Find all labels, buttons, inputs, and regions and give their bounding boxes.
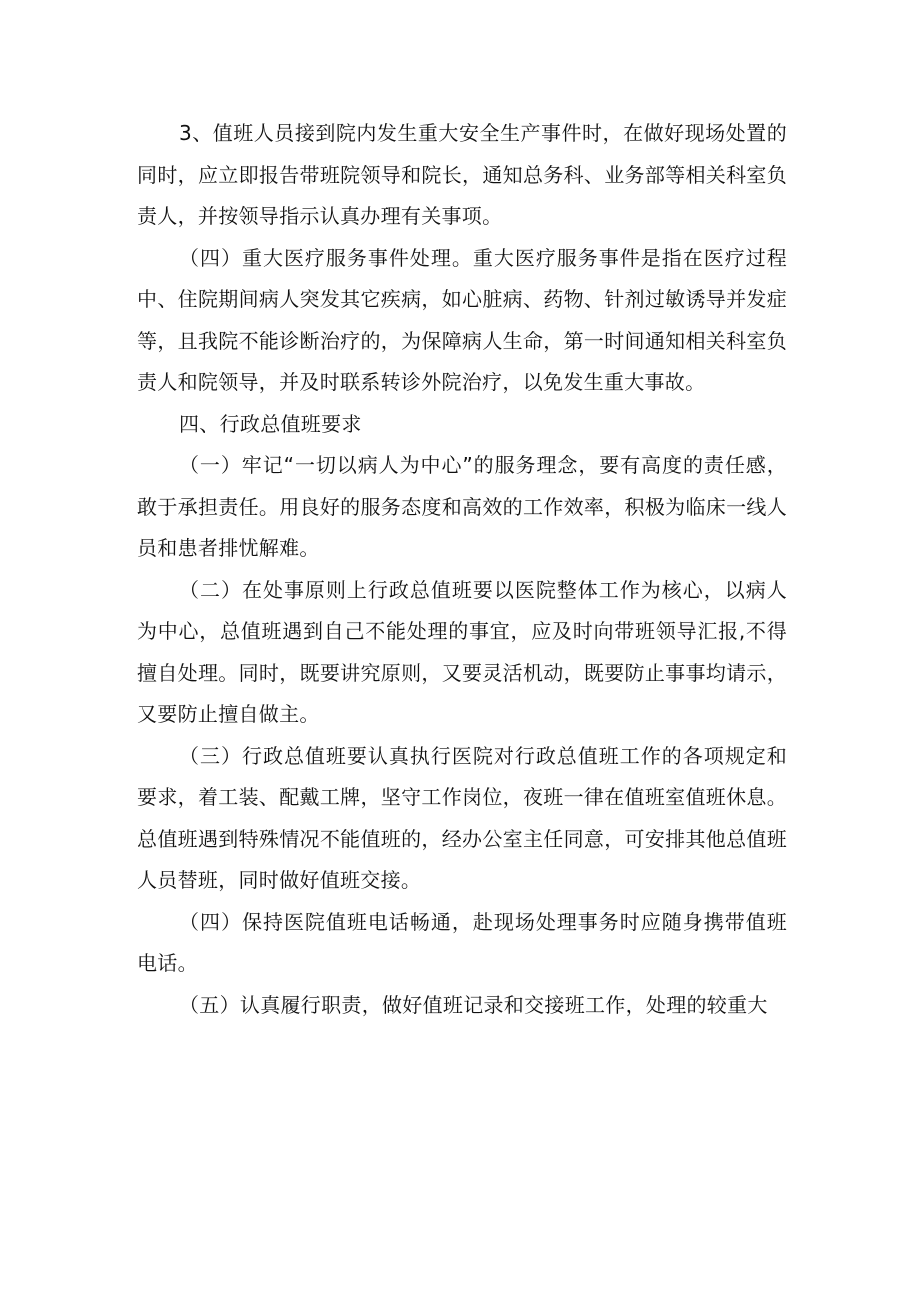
document-body bbox=[137, 113, 787, 1026]
section-heading-duty-requirements: 四、行政总值班要求 bbox=[179, 411, 362, 436]
paragraph-requirement-5: （五）认真履行职责，做好值班记录和交接班工作，处理的较重大 bbox=[179, 992, 768, 1017]
paragraph-requirement-3: （三）行政总值班要认真执行医院对行政总值班工作的各项规定和要求，着工装、配戴工牌，坚守工作岗位，夜班一律在值班室值班休息。总值班遇到特殊情况不能值班的，经办公室主任同意，可安排其他总值班人员替班，同时做好值班交接。 bbox=[137, 743, 787, 892]
paragraph-requirement-2: （二）在处事原则上行政总值班要以医院整体工作为核心，以病人为中心，总值班遇到自己不能处理的事宜，应及时向带班领导汇报,不得擅自处理。同时，既要讲究原则，又要灵活机动，既要防止事事均请示，又要防止擅自做主。 bbox=[137, 577, 787, 726]
paragraph-requirement-1: （一）牢记“一切以病人为中心”的服务理念，要有高度的责任感，敢于承担责任。用良好的服务态度和高效的工作效率，积极为临床一线人员和患者排忧解难。 bbox=[137, 453, 787, 560]
paragraph-medical-incident: （四）重大医疗服务事件处理。重大医疗服务事件是指在医疗过程中、住院期间病人突发其它疾病，如心脏病、药物、针剂过敏诱导并发症等，且我院不能诊断治疗的，为保障病人生命，第一时间通知相关科室负责人和院领导，并及时联系转诊外院治疗，以免发生重大事故。 bbox=[137, 245, 787, 394]
paragraph-requirement-4: （四）保持医院值班电话畅通，赴现场处理事务时应随身携带值班电话。 bbox=[137, 909, 787, 975]
paragraph-safety-incident: 3、值班人员接到院内发生重大安全生产事件时，在做好现场处置的同时，应立即报告带班院领导和院长，通知总务科、业务部等相关科室负责人，并按领导指示认真办理有关事项。 bbox=[137, 121, 787, 228]
